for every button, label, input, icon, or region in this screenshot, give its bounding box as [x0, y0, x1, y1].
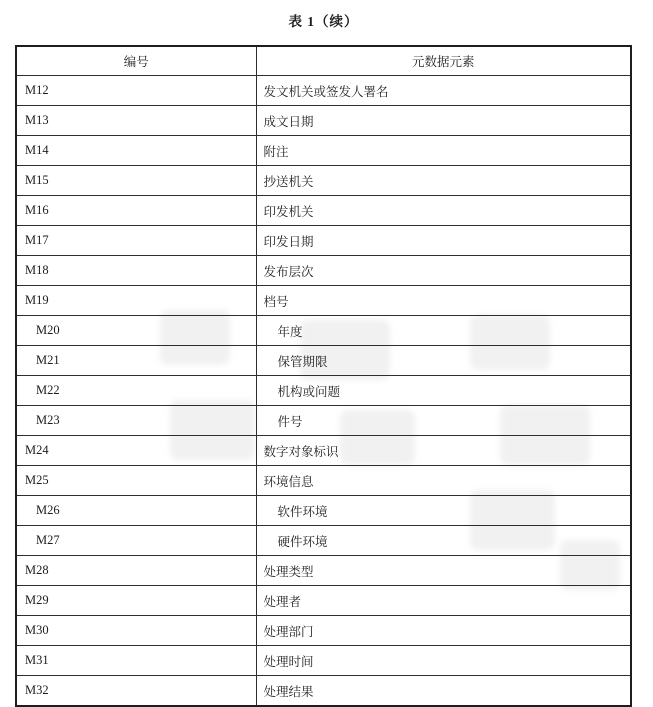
table-row: [16, 436, 631, 466]
row-number-cell: M32: [16, 676, 256, 707]
table-row: [16, 76, 631, 106]
table-row: [16, 226, 631, 256]
row-element-cell: 成文日期: [256, 106, 631, 136]
row-element-cell: 附注: [256, 136, 631, 166]
row-element-cell: 保管期限: [256, 346, 631, 376]
row-number-cell: M15: [16, 166, 256, 196]
row-element-cell: 印发机关: [256, 196, 631, 226]
row-number-cell: M29: [16, 586, 256, 616]
row-number-cell: M24: [16, 436, 256, 466]
row-element-cell: 数字对象标识: [256, 436, 631, 466]
row-number-cell: M31: [16, 646, 256, 676]
table-row: [16, 466, 631, 496]
row-element-cell: 发文机关或签发人署名: [256, 76, 631, 106]
row-number-cell: M18: [16, 256, 256, 286]
row-number-cell: M30: [16, 616, 256, 646]
table-row: [16, 346, 631, 376]
table-body: [16, 76, 631, 707]
row-number-cell: M14: [16, 136, 256, 166]
table-row: [16, 616, 631, 646]
table-row: [16, 646, 631, 676]
table-row: [16, 316, 631, 346]
table-row: [16, 286, 631, 316]
table-row: [16, 496, 631, 526]
table-row: [16, 406, 631, 436]
row-element-cell: 处理时间: [256, 646, 631, 676]
table-row: [16, 166, 631, 196]
row-number-cell: M27: [16, 526, 256, 556]
header-cell-number: 编号: [16, 46, 256, 76]
table-continuation-title: 表 1（续）: [288, 14, 359, 29]
header-cell-element: 元数据元素: [256, 46, 631, 76]
row-element-cell: 硬件环境: [256, 526, 631, 556]
row-number-cell: M26: [16, 496, 256, 526]
row-element-cell: 件号: [256, 406, 631, 436]
table-row: [16, 526, 631, 556]
header-row: [16, 46, 631, 76]
row-number-cell: M25: [16, 466, 256, 496]
table-row: [16, 586, 631, 616]
row-element-cell: 处理结果: [256, 676, 631, 707]
table-row: [16, 256, 631, 286]
row-element-cell: 年度: [256, 316, 631, 346]
row-element-cell: 处理部门: [256, 616, 631, 646]
table-row: [16, 676, 631, 707]
row-element-cell: 处理类型: [256, 556, 631, 586]
metadata-elements-table: [15, 45, 632, 707]
row-element-cell: 印发日期: [256, 226, 631, 256]
row-number-cell: M23: [16, 406, 256, 436]
row-element-cell: 机构或问题: [256, 376, 631, 406]
row-number-cell: M17: [16, 226, 256, 256]
table-header: [16, 46, 631, 76]
row-number-cell: M20: [16, 316, 256, 346]
row-number-cell: M19: [16, 286, 256, 316]
row-element-cell: 抄送机关: [256, 166, 631, 196]
table-row: [16, 376, 631, 406]
row-number-cell: M13: [16, 106, 256, 136]
table-row: [16, 106, 631, 136]
table-row: [16, 556, 631, 586]
row-number-cell: M21: [16, 346, 256, 376]
row-number-cell: M16: [16, 196, 256, 226]
row-number-cell: M12: [16, 76, 256, 106]
table-row: [16, 196, 631, 226]
row-element-cell: 处理者: [256, 586, 631, 616]
table-row: [16, 136, 631, 166]
row-element-cell: 档号: [256, 286, 631, 316]
row-element-cell: 发布层次: [256, 256, 631, 286]
row-number-cell: M28: [16, 556, 256, 586]
row-element-cell: 环境信息: [256, 466, 631, 496]
row-element-cell: 软件环境: [256, 496, 631, 526]
row-number-cell: M22: [16, 376, 256, 406]
